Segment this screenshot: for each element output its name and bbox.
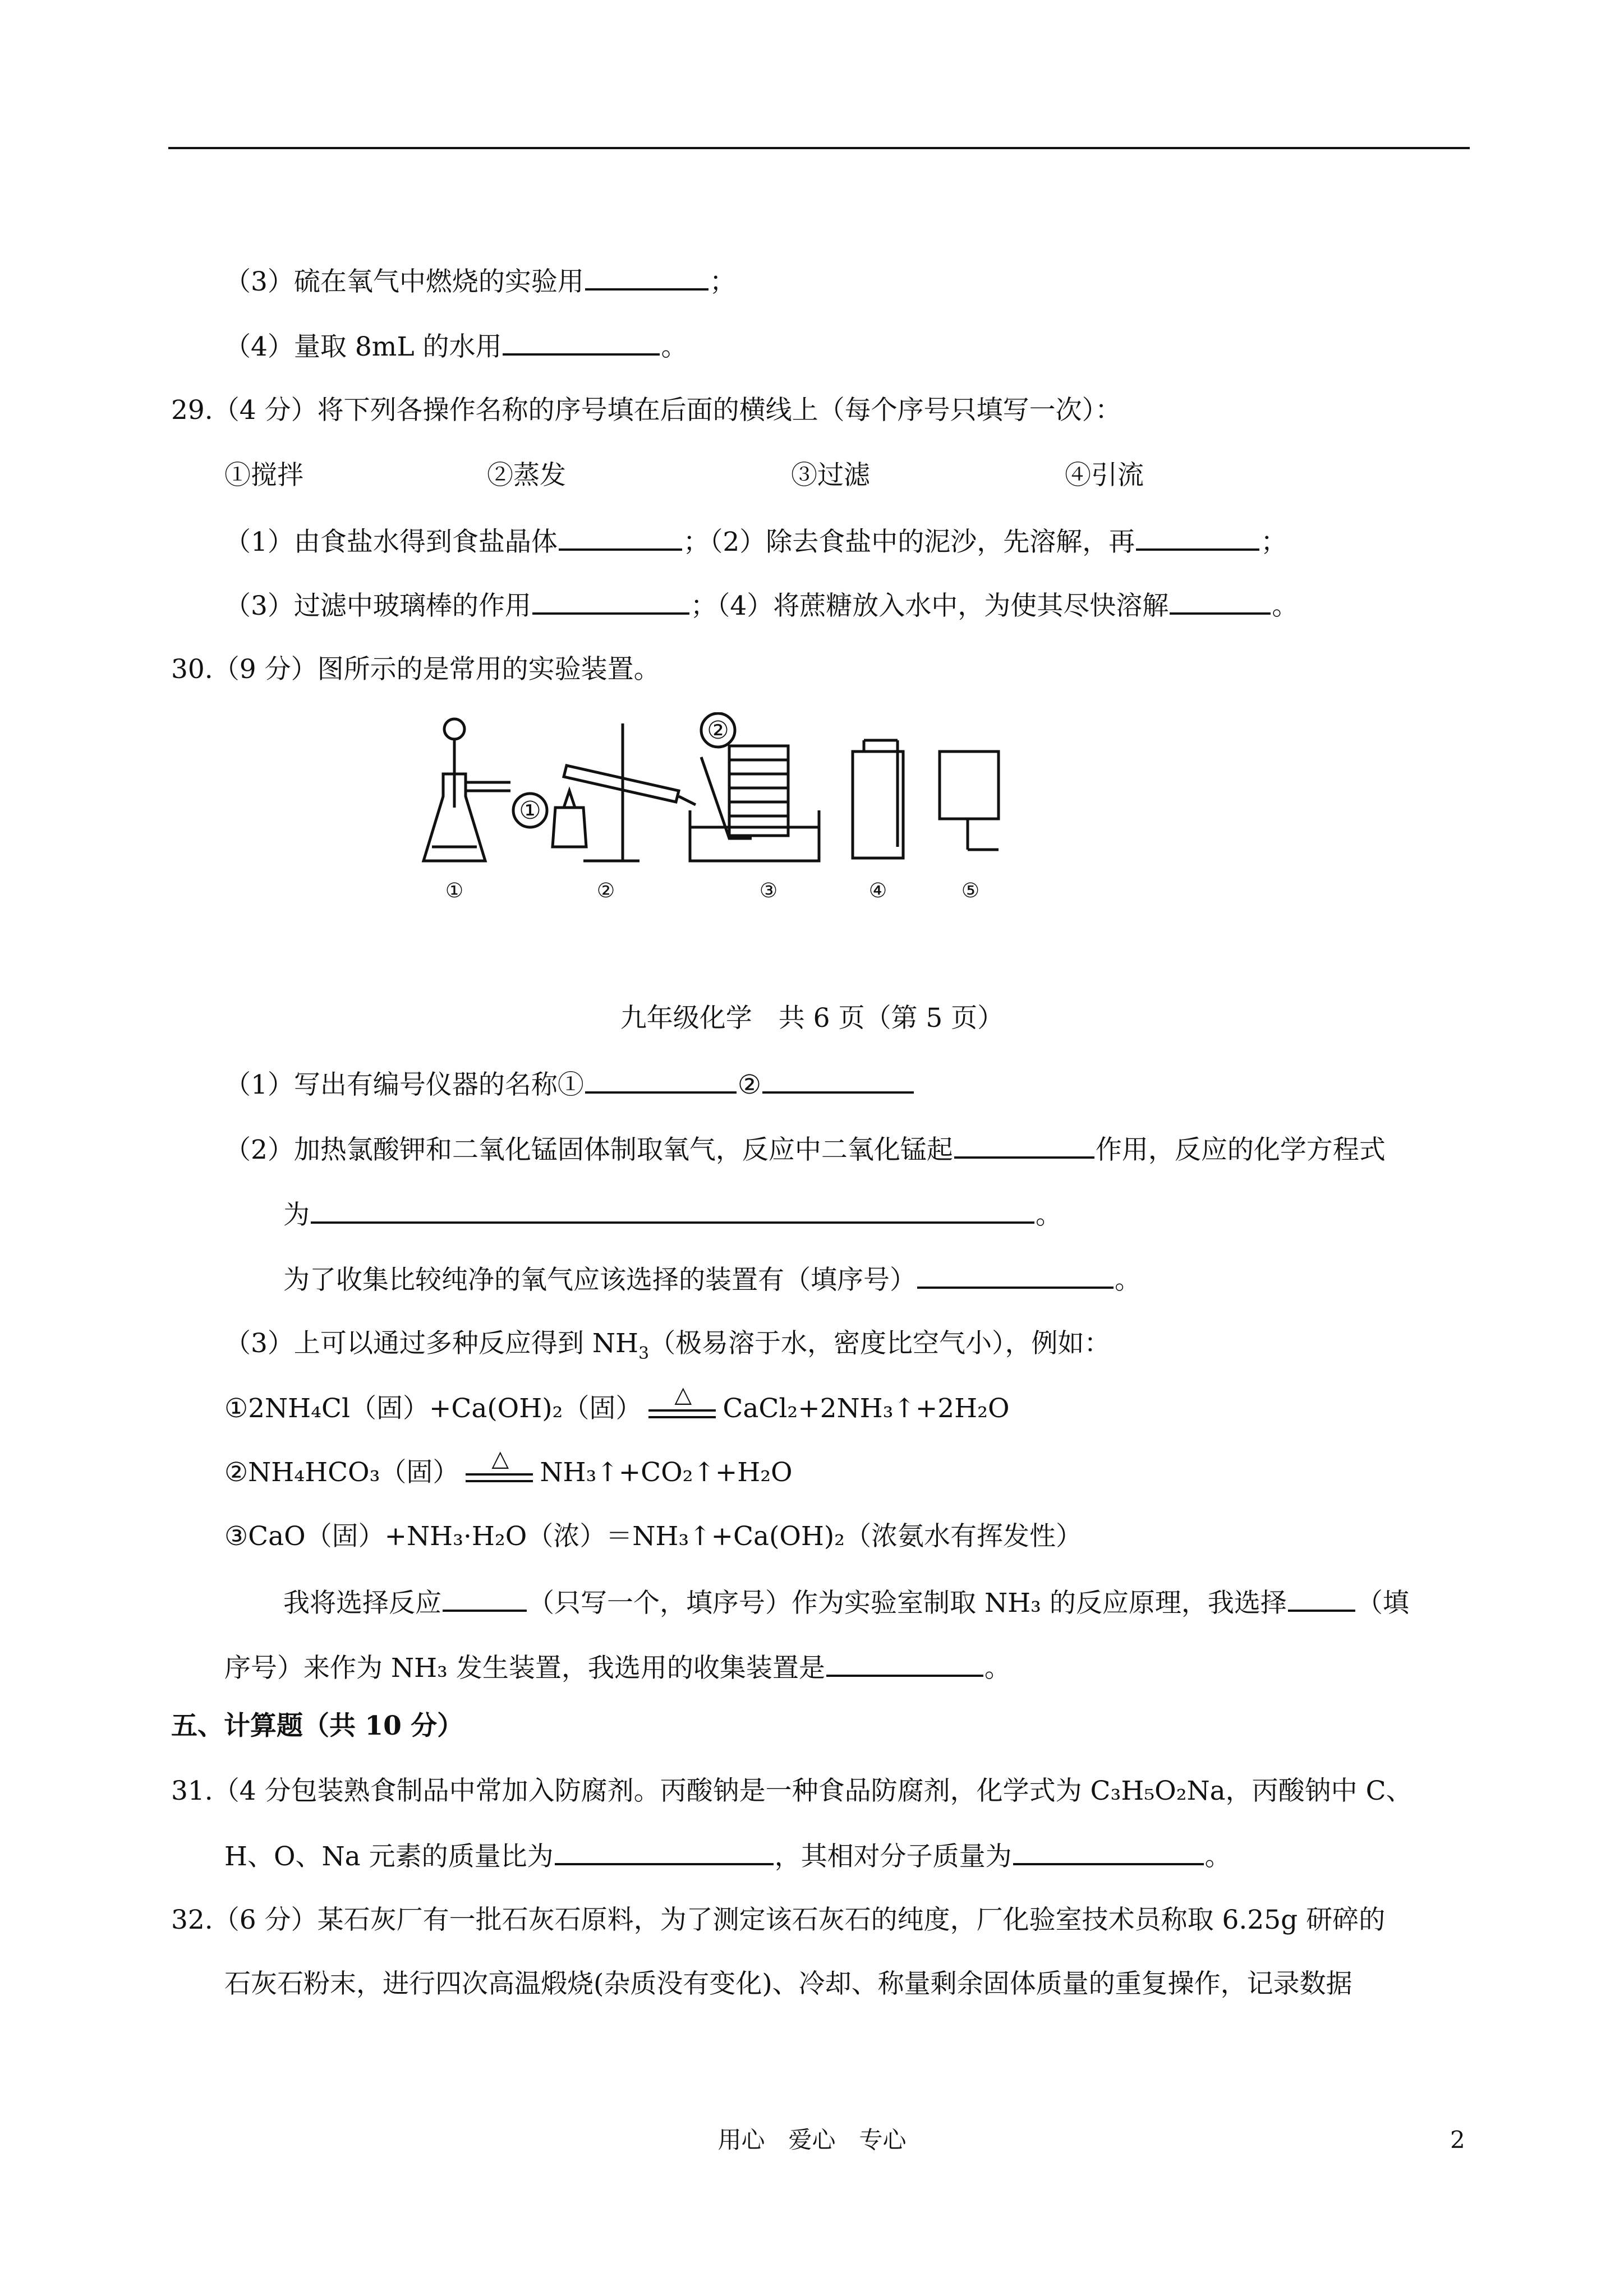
figure-label-3: ③ — [759, 879, 778, 902]
answer-blank[interactable] — [1013, 1838, 1204, 1865]
answer-blank[interactable] — [1136, 524, 1259, 551]
heat-symbol: △ — [491, 1446, 509, 1472]
q30-s2b: 作用，反应的化学方程式 — [1095, 1135, 1386, 1165]
answer-blank[interactable] — [585, 1067, 737, 1094]
q30-s2f: 。 — [1115, 1265, 1141, 1295]
q31-l2b: ，其相对分子质量为 — [774, 1841, 1012, 1872]
reaction-2-right: NH₃↑+CO₂↑+H₂O — [540, 1457, 793, 1488]
q30-s2-eq — [283, 1197, 1062, 1232]
q28-item3-end: ； — [709, 266, 736, 297]
q28-item3-text: （3）硫在氧气中燃烧的实验用 — [224, 266, 584, 297]
answer-blank[interactable] — [585, 264, 709, 291]
q30-s3 — [224, 1327, 1111, 1364]
answer-blank[interactable] — [826, 1650, 983, 1677]
figure-label-4: ④ — [868, 879, 887, 902]
q30-s2c: 为 — [283, 1200, 310, 1230]
q29-l1c: ； — [1260, 527, 1287, 557]
q30-c2b: 。 — [984, 1653, 1011, 1684]
q30-s3-end: （极易溶于水，密度比空气小），例如： — [649, 1328, 1111, 1359]
q30-s2-collect — [283, 1262, 1141, 1297]
q29-option: ③过滤 — [791, 460, 870, 491]
q30-c2a: 序号）来作为 NH₃ 发生装置，我选用的收集装置是 — [224, 1653, 825, 1684]
q29-option: ④引流 — [1065, 460, 1144, 491]
figure-label-2: ② — [596, 879, 615, 902]
q30-s1 — [224, 1067, 915, 1102]
figure-label-1: ① — [445, 879, 464, 902]
answer-blank[interactable] — [532, 588, 689, 615]
q31-line1: 31.（4 分包装熟食制品中常加入防腐剂。丙酸钠是一种食品防腐剂，化学式为 C₃H₅O₂Na，丙酸钠中 C、 — [171, 1776, 1413, 1806]
q29-l1b: ；（2）除去食盐中的泥沙，先溶解，再 — [683, 527, 1135, 557]
q30-s1-text: （1）写出有编号仪器的名称① — [224, 1069, 584, 1100]
answer-blank[interactable] — [559, 524, 682, 551]
apparatus-conical-flask — [424, 719, 510, 861]
figure-callout-2: ② — [707, 716, 729, 745]
reaction-1-right: CaCl₂+2NH₃↑+2H₂O — [723, 1393, 1010, 1424]
q32-line1: 32.（6 分）某石灰厂有一批石灰石原料，为了测定该石灰石的纯度，厂化验室技术员称取 6.25g 研碎的 — [171, 1905, 1386, 1935]
q30-s2a: （2）加热氯酸钾和二氧化锰固体制取氧气，反应中二氧化锰起 — [224, 1135, 953, 1165]
q30-c1a: 我将选择反应 — [283, 1588, 441, 1619]
answer-blank[interactable] — [555, 1838, 774, 1865]
q32-line2: 石灰石粉末，进行四次高温煅烧(杂质没有变化)、冷却、称量剩余固体质量的重复操作，记录数据 — [224, 1968, 1352, 1999]
apparatus-heated-test-tube — [513, 723, 696, 861]
heat-symbol: △ — [674, 1382, 692, 1408]
header-rule — [168, 147, 1470, 149]
answer-blank[interactable] — [762, 1067, 914, 1094]
q29-title: 29.（4 分）将下列各操作名称的序号填在后面的横线上（每个序号只填写一次）： — [171, 395, 1122, 426]
q30-s2e: 为了收集比较纯净的氧气应该选择的装置有（填序号） — [283, 1265, 916, 1295]
q31-l2c: 。 — [1204, 1841, 1231, 1872]
page-number: 2 — [1450, 2126, 1465, 2154]
apparatus-gas-bottle-5 — [940, 751, 999, 850]
reaction-1-left: ①2NH₄Cl（固）+Ca(OH)₂（固） — [224, 1393, 642, 1424]
reaction-2 — [224, 1446, 793, 1490]
q30-c1c: （填 — [1356, 1588, 1409, 1619]
q29-line1 — [224, 524, 1287, 559]
q29-l2a: （3）过滤中玻璃棒的作用 — [224, 591, 531, 621]
figure-label-5: ⑤ — [961, 879, 980, 902]
answer-blank[interactable] — [443, 1585, 527, 1612]
reaction-3: ③CaO（固）+NH₃·H₂O（浓）＝NH₃↑+Ca(OH)₂（浓氨水有挥发性） — [224, 1521, 1083, 1552]
answer-blank[interactable] — [1288, 1585, 1355, 1612]
reaction-2-left: ②NH₄HCO₃（固） — [224, 1457, 459, 1488]
lab-apparatus-figure — [415, 712, 1055, 909]
apparatus-gas-bottle-4 — [853, 740, 903, 858]
answer-blank[interactable] — [311, 1197, 1034, 1224]
q30-c1b: （只写一个，填序号）作为实验室制取 NH₃ 的反应原理，我选择 — [528, 1588, 1287, 1619]
footer-motto: 用心 爱心 专心 — [717, 2126, 907, 2154]
q31-l2a: H、O、Na 元素的质量比为 — [224, 1841, 554, 1872]
page-indicator-mid: 九年级化学 共 6 页（第 5 页） — [620, 1003, 1004, 1034]
q28-item4-text: （4）量取 8mL 的水用 — [224, 331, 502, 362]
q30-s2 — [224, 1132, 1386, 1167]
heat-equals-icon — [648, 1382, 716, 1422]
q30-s3-text: （3）上可以通过多种反应得到 NH — [224, 1328, 638, 1359]
q30-title: 30.（9 分）图所示的是常用的实验装置。 — [171, 654, 660, 685]
answer-blank[interactable] — [917, 1262, 1114, 1289]
answer-blank[interactable] — [954, 1132, 1094, 1159]
q29-l1a: （1）由食盐水得到食盐晶体 — [224, 527, 558, 557]
q28-item4 — [224, 329, 687, 364]
q28-item3 — [224, 264, 736, 299]
q30-s2d: 。 — [1036, 1200, 1062, 1230]
figure-callout-1: ① — [519, 796, 541, 825]
q29-line2 — [224, 588, 1298, 623]
q29-l2c: 。 — [1272, 591, 1299, 621]
answer-blank[interactable] — [503, 329, 660, 356]
q29-option: ②蒸发 — [487, 460, 566, 491]
q30-choice-2 — [224, 1650, 1011, 1685]
q29-option: ①搅拌 — [224, 460, 303, 491]
q30-choice-1 — [283, 1585, 1409, 1620]
q29-l2b: ；（4）将蔗糖放入水中，为使其尽快溶解 — [690, 591, 1169, 621]
q28-item4-end: 。 — [661, 331, 688, 362]
heat-equals-icon — [466, 1446, 533, 1486]
q31-line2 — [224, 1838, 1231, 1874]
section-5-title: 五、计算题（共 10 分） — [171, 1711, 464, 1741]
answer-blank[interactable] — [1170, 588, 1271, 615]
reaction-1 — [224, 1382, 1010, 1426]
q30-s1b: ② — [737, 1069, 762, 1100]
q30-s3-sub: 3 — [638, 1344, 650, 1363]
